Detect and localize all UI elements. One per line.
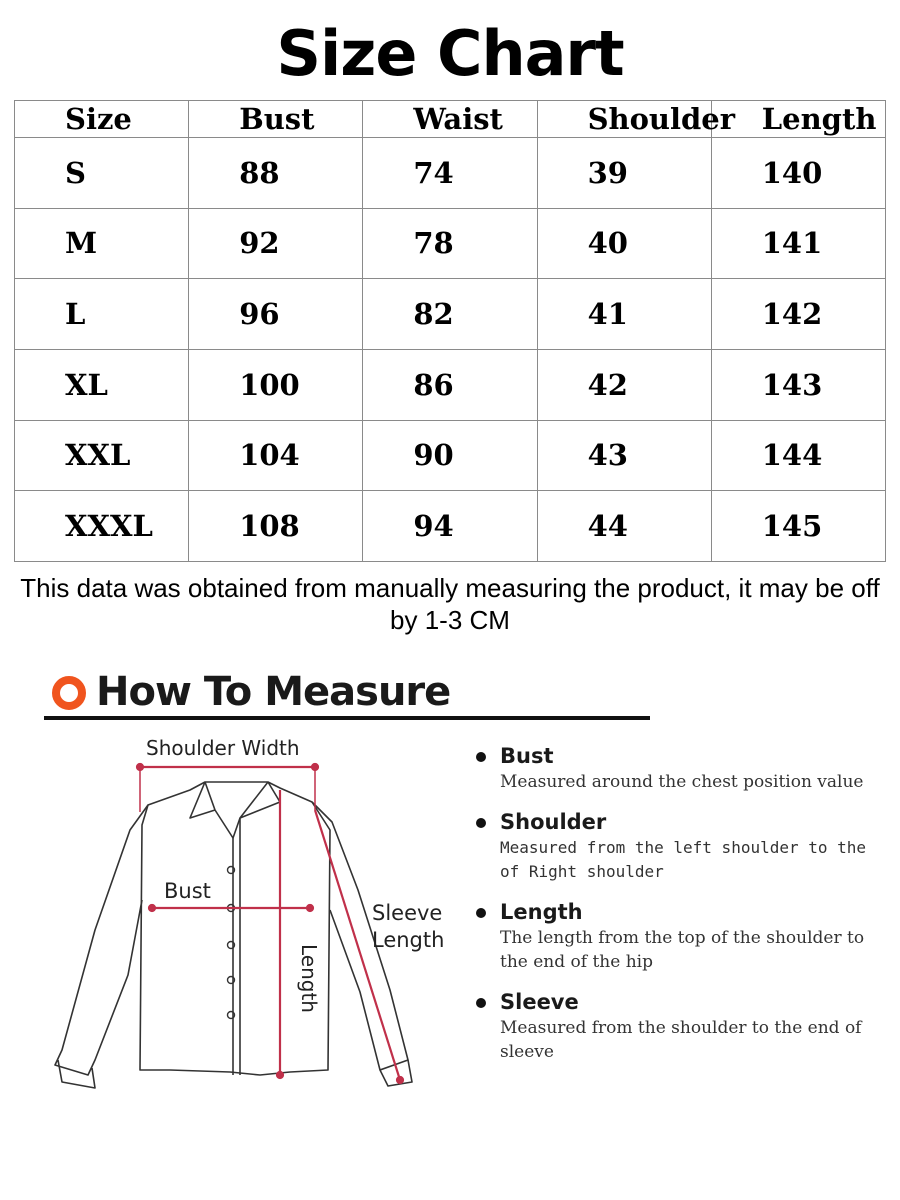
table-row <box>15 491 886 562</box>
table-header-row <box>15 101 886 138</box>
length-label: Length <box>297 944 321 1013</box>
table-row <box>15 208 886 279</box>
table-cell: XL <box>15 349 189 420</box>
bullet-icon <box>476 752 486 762</box>
shirt-outline <box>55 782 412 1088</box>
how-to-measure-title: How To Measure <box>96 669 451 715</box>
table-cell: 86 <box>363 349 537 420</box>
table-cell: S <box>15 138 189 209</box>
legend-item-desc: Measured from the left shoulder to the of Right shoulder <box>500 838 867 881</box>
table-cell: 104 <box>189 420 363 491</box>
bust-end-dot <box>307 905 313 911</box>
table-cell: M <box>15 208 189 279</box>
table-row <box>15 420 886 491</box>
bullet-icon <box>476 908 486 918</box>
table-cell: 41 <box>537 279 711 350</box>
bullet-icon <box>476 818 486 828</box>
legend-item-bust <box>474 742 874 794</box>
shirt-diagram <box>40 730 460 1100</box>
legend-item-head: Sleeve <box>500 990 579 1014</box>
length-end-dot <box>277 1072 283 1078</box>
header-shoulder: Shoulder <box>537 101 711 138</box>
table-cell: L <box>15 279 189 350</box>
table-cell: 39 <box>537 138 711 209</box>
measurement-lines <box>137 764 403 1083</box>
legend-item-shoulder <box>474 808 874 884</box>
sleeve-length-label-line1: Sleeve <box>372 901 443 925</box>
bullet-icon <box>476 998 486 1008</box>
legend-item-length <box>474 898 874 974</box>
table-cell: 144 <box>711 420 885 491</box>
measure-legend <box>474 742 874 1078</box>
heading-underline <box>44 716 650 720</box>
table-cell: 78 <box>363 208 537 279</box>
header-length: Length <box>711 101 885 138</box>
table-row <box>15 138 886 209</box>
sleeve-length-label-line2: Length <box>372 928 445 952</box>
legend-item-desc: Measured from the shoulder to the end of sleeve <box>500 1018 862 1062</box>
table-cell: 100 <box>189 349 363 420</box>
measurement-note: This data was obtained from manually measuring the product, it may be off by 1-3 CM <box>20 573 880 635</box>
circle-bullet-icon <box>52 676 86 710</box>
legend-item-desc: Measured around the chest position value <box>500 772 864 792</box>
table-cell: 74 <box>363 138 537 209</box>
table-cell: 145 <box>711 491 885 562</box>
table-cell: 141 <box>711 208 885 279</box>
legend-item-head: Bust <box>500 744 554 768</box>
bust-label: Bust <box>164 879 211 903</box>
table-row <box>15 349 886 420</box>
header-size: Size <box>15 101 189 138</box>
table-cell: 142 <box>711 279 885 350</box>
table-cell: 42 <box>537 349 711 420</box>
table-cell: 143 <box>711 349 885 420</box>
sleeve-end-dot <box>397 1077 403 1083</box>
table-cell: 92 <box>189 208 363 279</box>
table-cell: 43 <box>537 420 711 491</box>
table-cell: XXL <box>15 420 189 491</box>
table-cell: 140 <box>711 138 885 209</box>
bust-start-dot <box>149 905 155 911</box>
table-cell: 44 <box>537 491 711 562</box>
table-row <box>15 279 886 350</box>
how-to-measure-heading <box>44 664 654 720</box>
shoulder-width-label: Shoulder Width <box>146 736 300 760</box>
table-cell: 94 <box>363 491 537 562</box>
table-cell: 88 <box>189 138 363 209</box>
legend-item-sleeve <box>474 988 874 1064</box>
table-cell: XXXL <box>15 491 189 562</box>
header-bust: Bust <box>189 101 363 138</box>
table-cell: 82 <box>363 279 537 350</box>
table-cell: 40 <box>537 208 711 279</box>
table-cell: 96 <box>189 279 363 350</box>
legend-item-head: Shoulder <box>500 810 607 834</box>
header-waist: Waist <box>363 101 537 138</box>
table-cell: 108 <box>189 491 363 562</box>
table-cell: 90 <box>363 420 537 491</box>
page-title: Size Chart <box>276 17 624 90</box>
size-table <box>14 100 886 562</box>
legend-item-head: Length <box>500 900 583 924</box>
legend-item-desc: The length from the top of the shoulder to the end of the hip <box>500 928 865 972</box>
